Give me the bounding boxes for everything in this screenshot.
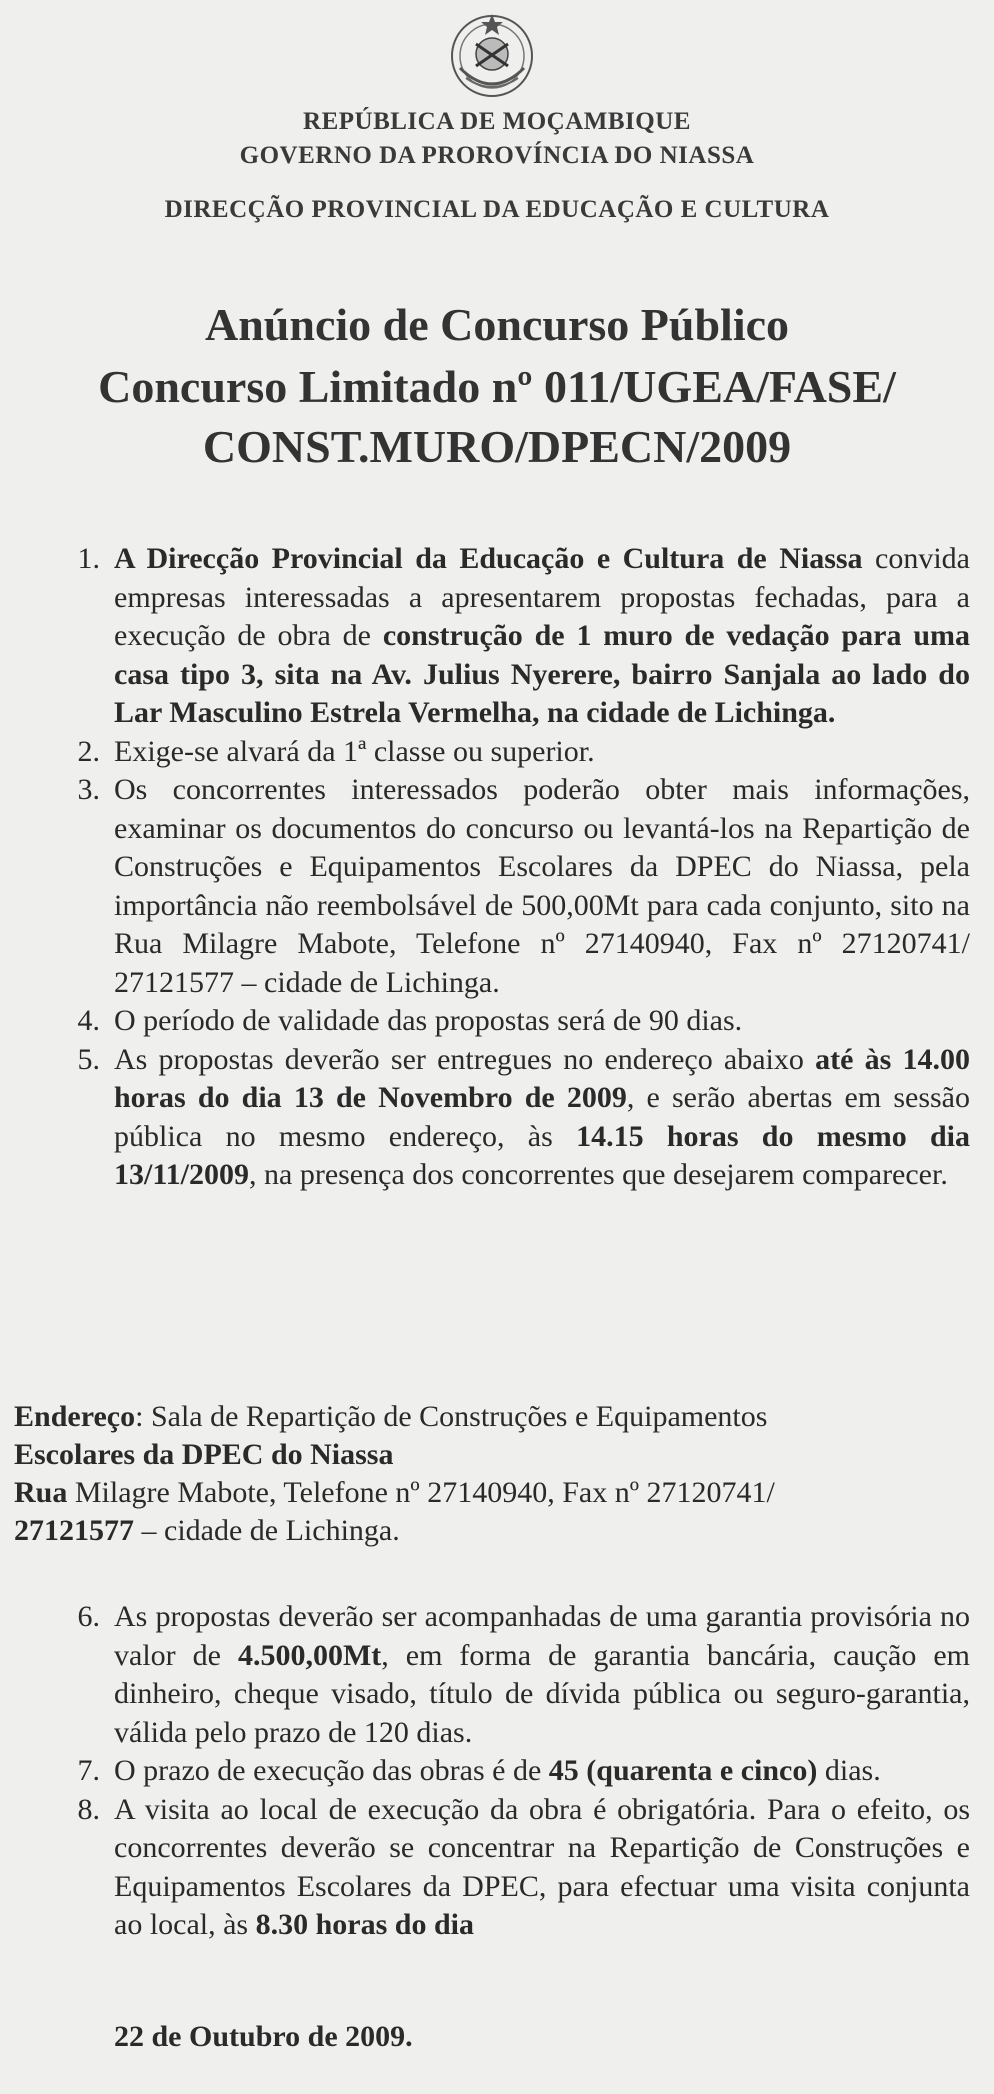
header-directorate: DIRECÇÃO PROVINCIAL DA EDUCAÇÃO E CULTURA (164, 196, 830, 223)
clause-number: 2. (77, 734, 100, 768)
clause-text-part: A visita ao local de execução da obra é obrigatória. Para o efeito, os concorrentes deverão se concentrar na Repartição de Construções e Equipamentos Escolares da DPEC, para efectuar uma visita conjunta ao local, às (114, 1792, 970, 1941)
clause-text-part: Exige-se alvará da 1ª classe ou superior. (114, 734, 595, 768)
clause-number: 6. (77, 1600, 100, 1633)
clause-text (114, 1041, 970, 1195)
coat-of-arms-emblem (446, 8, 538, 100)
clause-text-part: 4.500,00Mt (237, 1638, 382, 1672)
clause-text (114, 771, 970, 1002)
clause-text-part: O período de validade das propostas será de 90 dias. (114, 1004, 743, 1037)
clause-text-part: As propostas deverão ser entregues no endereço abaixo (114, 1042, 816, 1076)
clause-text-part: convida empresas interessadas a apresentarem propostas fechadas, para a execução de obra de (114, 542, 970, 652)
clause-number: 4. (77, 1004, 100, 1037)
clause-number: 7. (77, 1754, 100, 1787)
clause-item (50, 771, 970, 1002)
clause-text-part: , em forma de garantia bancária, caução em dinheiro, cheque visado, título de dívida pública ou seguro-garantia, válida pelo prazo de 120 dias. (114, 1638, 970, 1749)
clause-text (114, 733, 970, 772)
header-republic: REPÚBLICA DE MOÇAMBIQUE (303, 108, 691, 135)
clause-text-part: 14.15 horas do mesmo dia 13/11/2009 (114, 1119, 970, 1191)
address-line-3: Rua Milagre Mabote, Telefone nº 27140940, Fax nº 27120741/ (14, 1476, 775, 1509)
address-line-1: Endereço: Sala de Repartição de Construções e Equipamentos (14, 1400, 768, 1433)
header-government: GOVERNO DA PROROVÍNCIA DO NIASSA (239, 142, 755, 169)
clause-item (50, 1002, 970, 1041)
clause-number: 3. (77, 773, 100, 806)
clause-text-part: O prazo de execução das obras é de (114, 1754, 549, 1787)
clause-text (114, 1002, 970, 1041)
clause-item (50, 733, 970, 772)
address-block (14, 1398, 970, 1550)
clause-text-part: Os concorrentes interessados poderão obter mais informações, examinar os documentos do concurso ou levantá-los na Repartição de Construções e Equipamentos Escolares da DPEC do Niassa, pela importância não reembolsável de 500,00Mt para cada conjunto, sito na Rua Milagre Mabote, Telefone nº 27140940, Fax nº 27120741/ 27121577 – cidade de Lichinga. (114, 773, 970, 999)
tender-clauses-list-continued (50, 1598, 970, 1945)
clause-text (114, 1598, 970, 1752)
clause-text-part: , na presença dos concorrentes que desejarem comparecer. (249, 1158, 948, 1191)
clause-text-part: até às 14.00 horas do dia 13 de Novembro de 2009 (114, 1042, 970, 1114)
clause-text-part: , e serão abertas em sessão pública no mesmo endereço, às (114, 1081, 970, 1153)
title-announcement: Anúncio de Concurso Público (204, 299, 790, 350)
clause-number: 8. (77, 1792, 100, 1826)
tender-clauses-list (50, 540, 970, 1195)
clause-text-part: 8.30 horas do dia (255, 1908, 474, 1941)
address-line-2: Escolares da DPEC do Niassa (14, 1438, 394, 1471)
clause-item (50, 1791, 970, 1945)
clause-item (50, 1752, 970, 1791)
clause-text-part: A Direcção Provincial da Educação e Cultura de Niassa (114, 542, 863, 575)
clause-text-part: construção de 1 muro de vedação para uma casa tipo 3, sita na Av. Julius Nyerere, bairro Sanjala ao lado do Lar Masculino Estrela Vermelha, na cidade de Lichinga. (114, 619, 970, 729)
clause-text (114, 1791, 970, 1945)
address-line-4: 27121577 – cidade de Lichinga. (14, 1514, 400, 1547)
title-tender-code: CONST.MURO/DPECN/2009 (202, 421, 792, 472)
title-tender-number: Concurso Limitado nº 011/UGEA/FASE/ (98, 361, 896, 412)
clause-text-part: 45 (quarenta e cinco) (548, 1754, 818, 1787)
clause-number: 5. (77, 1042, 100, 1076)
clause-item (50, 540, 970, 733)
clause-text (114, 540, 970, 733)
clause-text-part: dias. (817, 1754, 881, 1787)
clause-text-part: As propostas deverão ser acompanhadas de uma garantia provisória no valor de (114, 1600, 970, 1672)
visit-date: 22 de Outubro de 2009. (114, 2020, 413, 2053)
clause-item (50, 1598, 970, 1752)
clause-item (50, 1041, 970, 1195)
clause-number: 1. (77, 542, 100, 575)
clause-text (114, 1752, 970, 1791)
